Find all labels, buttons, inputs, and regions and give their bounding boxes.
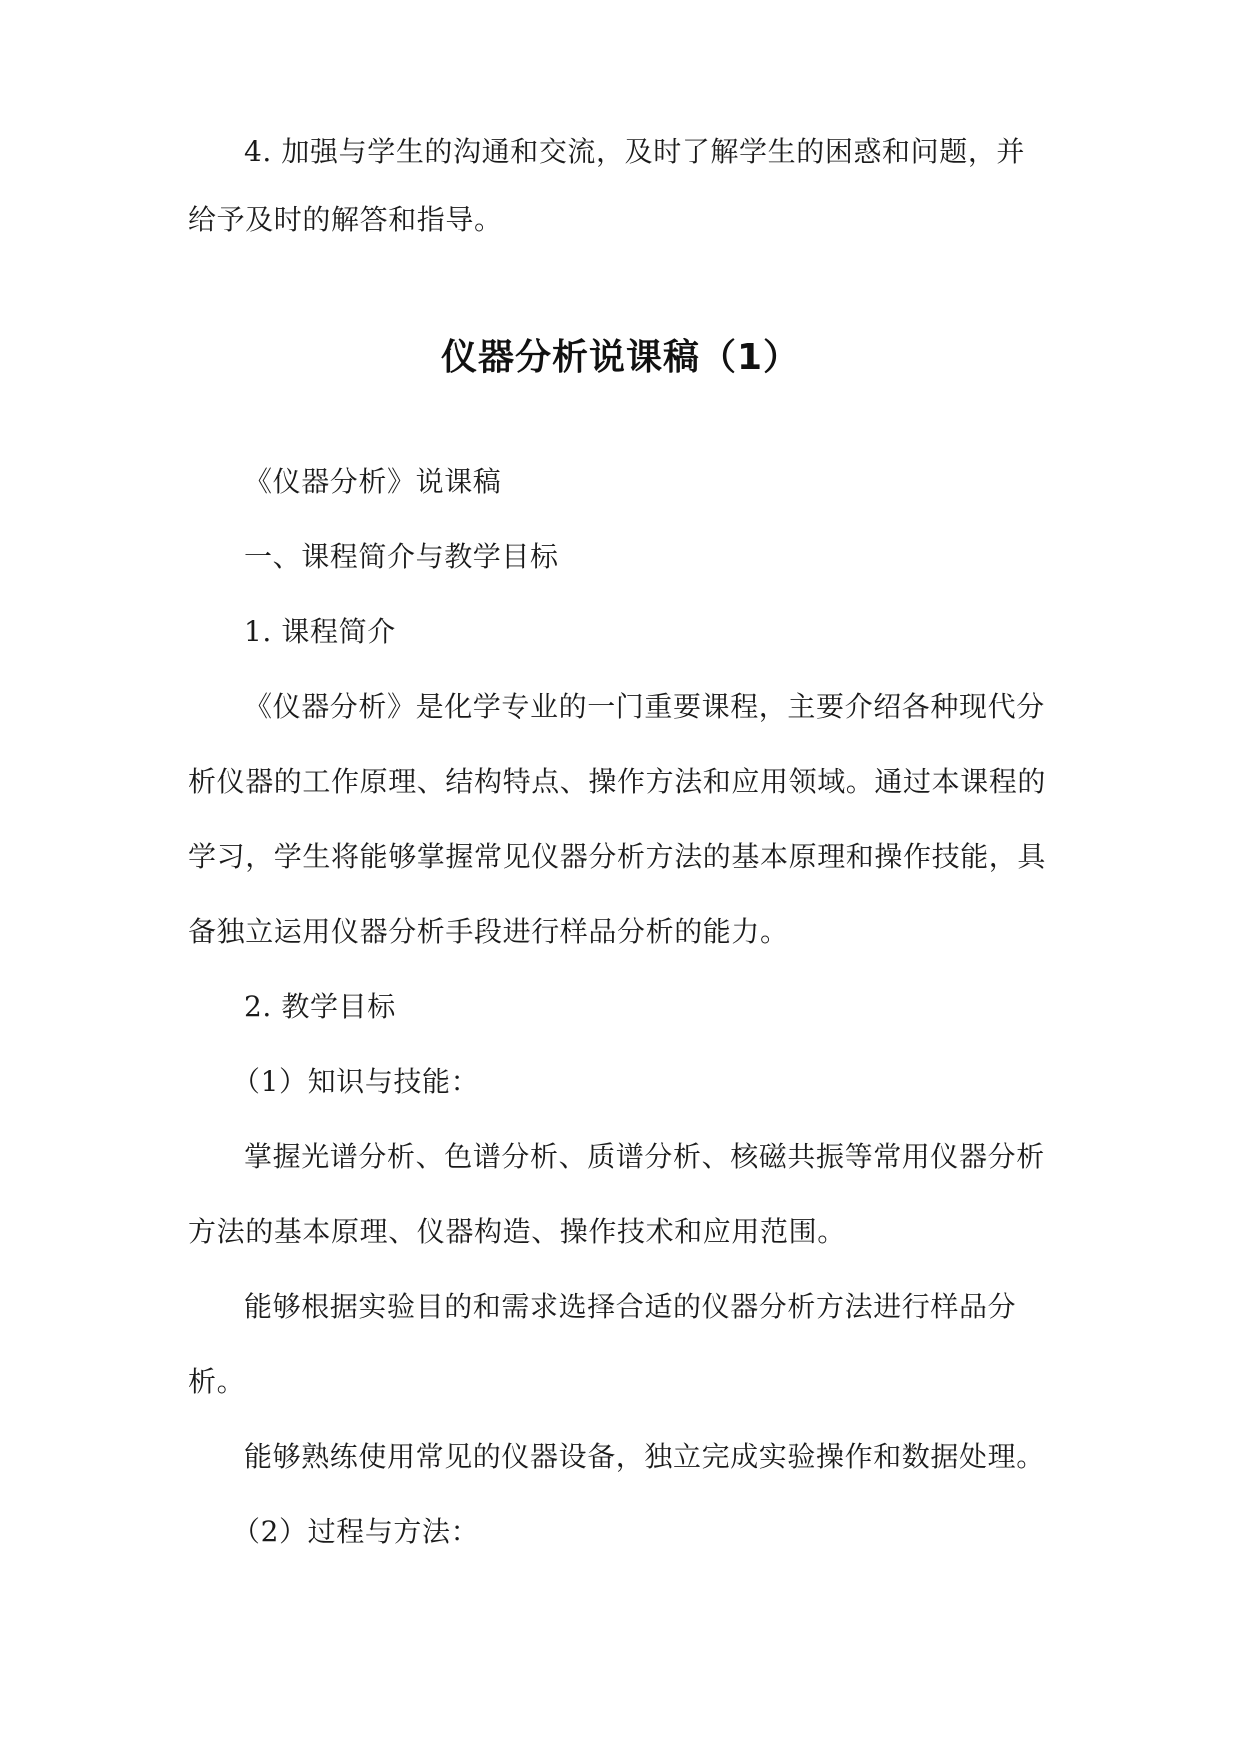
- paragraph-line: 能够熟练使用常见的仪器设备，独立完成实验操作和数据处理。: [244, 1440, 1045, 1473]
- heading-line: （2）过程与方法：: [232, 1515, 480, 1548]
- heading-line: 2. 教学目标: [244, 990, 396, 1023]
- paragraph-line: 学习，学生将能够掌握常见仪器分析方法的基本原理和操作技能，具: [188, 840, 1047, 873]
- paragraph-line: 给予及时的解答和指导。: [188, 203, 503, 236]
- paragraph-line: 4. 加强与学生的沟通和交流，及时了解学生的困惑和问题，并: [244, 135, 1026, 168]
- heading-line: 一、课程简介与教学目标: [244, 540, 559, 573]
- subtitle-line: 《仪器分析》说课稿: [244, 465, 502, 498]
- paragraph-line: 掌握光谱分析、色谱分析、质谱分析、核磁共振等常用仪器分析: [244, 1140, 1045, 1173]
- paragraph-line: 方法的基本原理、仪器构造、操作技术和应用范围。: [188, 1215, 846, 1248]
- heading-line: （1）知识与技能：: [232, 1065, 480, 1098]
- paragraph-line: 析仪器的工作原理、结构特点、操作方法和应用领域。通过本课程的: [188, 765, 1047, 798]
- paragraph-line: 备独立运用仪器分析手段进行样品分析的能力。: [188, 915, 789, 948]
- paragraph-line: 能够根据实验目的和需求选择合适的仪器分析方法进行样品分: [244, 1290, 1017, 1323]
- heading-line: 1. 课程简介: [244, 615, 396, 648]
- section-title: 仪器分析说课稿（1）: [440, 337, 801, 378]
- paragraph-line: 析。: [188, 1365, 246, 1398]
- paragraph-line: 《仪器分析》是化学专业的一门重要课程，主要介绍各种现代分: [244, 690, 1045, 723]
